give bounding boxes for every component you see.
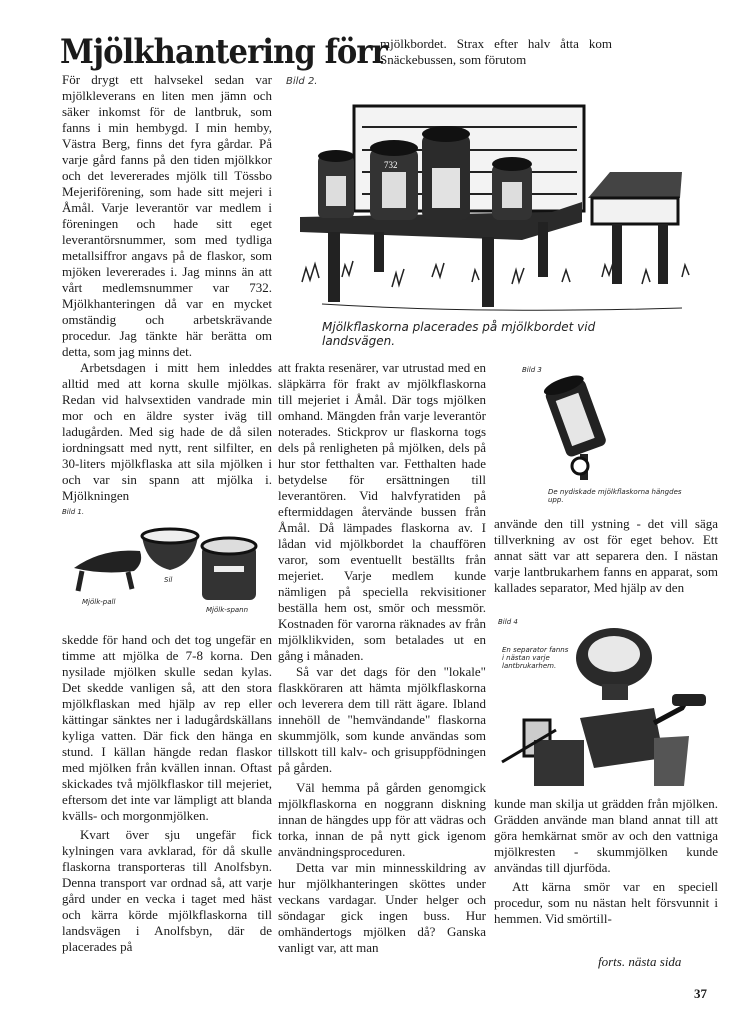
article-title: Mjölkhantering förr: [60, 32, 387, 72]
figure-bild-4: [494, 616, 718, 788]
figure-label: Bild 4: [498, 618, 518, 626]
page-number: 37: [694, 986, 707, 1001]
figure-label: Sil: [164, 576, 173, 584]
figure-caption: En separator fanns i nästan varje lantbrukarhem.: [502, 646, 569, 670]
figure-label: Mjölk-pall: [82, 598, 116, 606]
column-3-upper: [494, 516, 718, 614]
paragraph: Kvart över sju ungefär fick kylningen vara avklarad, för då skulle flaskorna transporteras till Anolfsbyn. Denna transport var ordnad så, att varje gård under en vecka i taget med häst och kärra körde mjölkflaskorna till landsvägen i Anolfsbyn, där de placerades på: [62, 827, 272, 954]
paragraph: skedde för hand och det tog ungefär en timme att mjölka de 7-8 korna. Den nysilade mjölken skulle sedan kylas. Det skedde vanligen så, att den stora mjölkflaskan med hjälp av rep eller kättingar sänktes ner i ladugårdskällans kyliga vatten. Där fick den hänga en stund. I källan hängde redan flaskor med mjölken från kvällen innan. Oftast skickades två mjölkflaskor till mejeriet, eftersom det inte var lämpligt att blanda kvälls- och morgonmjölken.: [62, 632, 272, 823]
figure-bild-2: [282, 72, 712, 354]
column-1-lower: [62, 632, 272, 982]
milk-pail-icon: [202, 538, 256, 600]
figure-label: Mjölk-spann: [206, 606, 249, 614]
paragraph: Arbetsdagen i mitt hem inleddes alltid med att korna skulle mjölkas. Redan vid halvsextiden vandrade min mor och en äldre syster iväg till ladugården. Med sig hade de då silen iordningsatt med nytt, rent silfilter, en 30-liters mjölkflaska att sila mjölken i och var sin spann att mjölka i. Mjölkningen: [62, 360, 272, 503]
paragraph: För drygt ett halvsekel sedan var mjölkleverans en liten men jämn och säker inkomst för de lantbruk, som fanns i min hembygd. I min hemby, Västra Berg, finns det fyra gårdar. På varje gård fanns på den tiden mjölkkor och det levererades mjölk till Tössbo Mejeriförening, som hade sitt mejeri i Åmål. Varje leverantör var medlem i föreningen och hade sitt eget leverantörsnummer, som med tydliga metallsiffror angavs på de flaskor, som mjöken levererades i. Jag minns än att vårt medlemsnummer var 732. Mjölkhanteringen då var en mycket omständig och arbetskrävande procedur. Jag tänkte här berätta om detta, som jag minns det.: [62, 72, 272, 359]
paragraph: Att kärna smör var en speciell procedur, som nu nästan helt försvunnit i hemmen. Vid smörtill-: [494, 879, 718, 926]
figure-bild-3: [494, 362, 718, 510]
continued-next-page: forts. nästa sida: [598, 954, 682, 969]
can-number: 732: [384, 160, 398, 170]
milk-table-illustration: [282, 72, 712, 316]
column-1-upper: [62, 72, 272, 504]
paragraph: mjölkbordet. Strax efter halv åtta kom Snäckebussen, som förutom: [380, 36, 612, 67]
paragraph: Väl hemma på gården genomgick mjölkflaskorna en noggrann diskning innan de hängdes upp för att vädras och torka, innan de på nytt gick igenom användningsproceduren.: [278, 780, 486, 859]
grass: [302, 261, 689, 310]
milk-can-icon: [492, 157, 532, 220]
figure-caption: De nydiskade mjölkflaskorna hängdes upp.: [548, 488, 682, 504]
figure-caption: Mjölkflaskorna placerades på mjölkbordet vid landsvägen.: [322, 320, 596, 348]
paragraph: Så var det dags för den "lokale" flaskköraren att hämta mjölkflaskorna och leverera dem till rätt ägare. Ibland innehöll de "hemvändande" flaskorna skummjölk, som kunde användas som tillskott till kalv- och grisuppfödningen på gården.: [278, 664, 486, 775]
column-top-right: [380, 36, 612, 68]
mailbox-icon: [588, 172, 682, 284]
figure-label: Bild 1.: [62, 508, 85, 516]
paragraph: använde den till ystning - det vill säga tillverkning av ost för eget behov. Ett annat sätt var att separera den. I nästan varje lantbrukarhem fanns en apparat, som kallades separator, Med hjälp av den: [494, 516, 718, 595]
paragraph: Detta var min minnesskildring av hur mjölkhanteringen sköttes under veckans vardagar. Under helger och söndagar gick ingen buss. Hur omhändertogs mjölken då? Ganska vanligt var, att man: [278, 860, 486, 955]
strainer-icon: [142, 529, 198, 570]
milk-can-icon: [318, 150, 354, 218]
figure-bild-1: [62, 506, 272, 626]
milk-can-icon: [370, 140, 418, 220]
paragraph: kunde man skilja ut grädden från mjölken. Grädden använde man bland annat till att göra hemkärnat smör av och den vattniga mjölkresten - skummjölken kunde användas till djurföda.: [494, 796, 718, 875]
hanging-milk-can-illustration: [494, 362, 718, 486]
cream-separator-illustration: [494, 616, 718, 788]
column-2: [278, 360, 486, 980]
figure-label: Bild 3: [522, 366, 542, 374]
column-3-lower: [494, 796, 718, 946]
milking-stool-icon: [74, 551, 141, 591]
milk-can-icon: [422, 126, 470, 220]
figure-label: Bild 2.: [286, 76, 318, 87]
paragraph: att frakta resenärer, var utrustad med en släpkärra för frakt av mjölkflaskorna till mejeriet i Åmål. Där togs mjölken omhand. Mängden från varje leverantör noterades. Stickprov ur flaskorna togs dels på renligheten på mjölken, dels på hur stor fetthalten var. Fetthalten hade betydelse för ersättningen till leverantören. Vid halvfyratiden på eftermiddagen återvände bussen från Åmål. Då lämpades flaskorna av. I lådan vid mjölkbordet la chauffören varor, som eventuellt beställts från mejeriet. Varje medlem kunde nämligen på speciella rekvisitioner beställa hem ost, smör och messmör. Kostnaden för varorna räknades av från mjölklikviden, som betalades ut en gång i månaden.: [278, 360, 486, 663]
